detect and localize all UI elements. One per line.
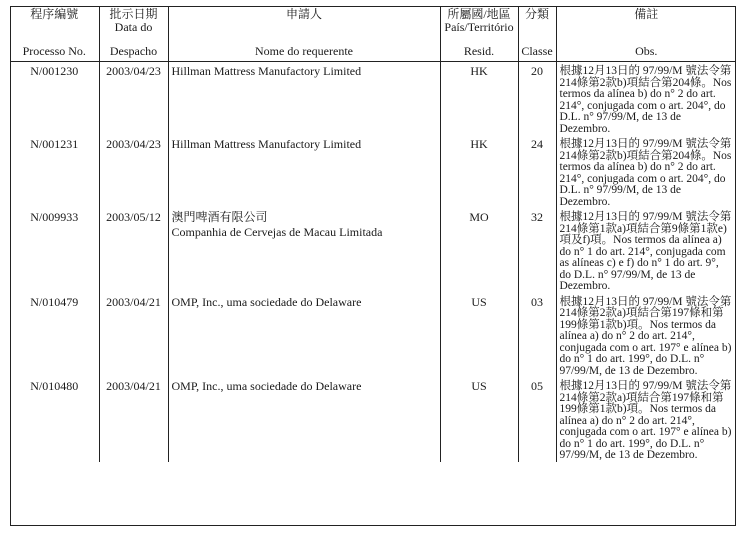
applicant-name (168, 135, 440, 208)
applicant-name-primary: 澳門啤酒有限公司 (171, 210, 268, 224)
table-row (10, 377, 736, 462)
class-number: 03 (518, 293, 556, 378)
header-despacho-pt1: Data do (114, 20, 153, 34)
header-despacho (99, 6, 168, 62)
class-number: 20 (518, 62, 556, 136)
applicant-name (168, 293, 440, 378)
header-row (10, 6, 736, 62)
header-obs (556, 6, 736, 62)
header-despacho-zh: 批示日期 (109, 7, 158, 21)
header-obs-zh: 備註 (634, 7, 659, 21)
despacho-date: 2003/04/23 (99, 62, 168, 136)
header-classe-zh: 分類 (524, 7, 549, 21)
applicant-name-portuguese: Companhia de Cervejas de Macau Limitada (171, 224, 383, 239)
country-code: HK (440, 62, 518, 136)
despacho-date: 2003/04/21 (99, 377, 168, 462)
header-classe (518, 6, 556, 62)
applicant-name-primary: Hillman Mattress Manufactory Limited (171, 137, 362, 151)
processo-number: N/010480 (30, 379, 79, 393)
table-row (10, 135, 736, 208)
header-pais (440, 6, 518, 62)
observation-text: 根據12月13日的 97/99/M 號法令第214條第2款b)項結合第204條。Nos termos da alínea b) do n° 2 do art. 214°, conjugada com o art. 204°, do D.L. n° 97/99/M, de 13 de Dezembro. (556, 62, 736, 136)
header-classe-pt: Classe (521, 44, 553, 58)
applicant-name (168, 208, 440, 293)
header-processo-zh: 程序編號 (30, 7, 79, 21)
applicant-name-primary: Hillman Mattress Manufactory Limited (171, 64, 362, 78)
table-row (10, 293, 736, 378)
despacho-date: 2003/05/12 (99, 208, 168, 293)
processes-table (10, 6, 736, 462)
applicant-name (168, 377, 440, 462)
header-processo (10, 6, 99, 62)
processo-number: N/010479 (30, 294, 79, 309)
header-pais-pt2: Resid. (463, 44, 495, 58)
applicant-name (168, 62, 440, 136)
class-number: 32 (518, 208, 556, 293)
header-requerente (168, 6, 440, 62)
class-number: 24 (518, 135, 556, 208)
country-code: US (440, 377, 518, 462)
applicant-name-primary: OMP, Inc., uma sociedade do Delaware (171, 379, 362, 393)
observation-text: 根據12月13日的 97/99/M 號法令第214條第2款b)項結合第204條。Nos termos da alínea b) do n° 2 do art. 214°, conjugada com o art. 204°, do D.L. n° 97/99/M, de 13 de Dezembro. (556, 135, 736, 208)
header-obs-pt: Obs. (635, 44, 658, 58)
table-row (10, 62, 736, 136)
header-pais-pt1: País/Território (444, 20, 514, 34)
country-code: US (440, 293, 518, 378)
processo-number: N/009933 (30, 210, 79, 224)
header-pais-zh: 所屬國/地區 (447, 7, 511, 21)
despacho-date: 2003/04/23 (99, 135, 168, 208)
processo-number: N/001231 (30, 137, 79, 151)
header-processo-pt: Processo No. (22, 44, 86, 58)
header-requerente-pt: Nome do requerente (255, 44, 353, 58)
header-requerente-zh: 申請人 (285, 7, 322, 21)
despacho-date: 2003/04/21 (99, 293, 168, 378)
header-despacho-pt2: Despacho (109, 44, 158, 58)
observation-text: 根據12月13日的 97/99/M 號法令第214條第1款a)項結合第9條第1款e)項及f)項。Nos termos da alínea a) do n° 1 do art. 214°, conjugada com as alíneas c) e f) do n° 1 do art. 9°, do D.L. n° 97/99/M, de 13 de Dezembro. (556, 208, 736, 293)
country-code: MO (440, 208, 518, 293)
observation-text: 根據12月13日的 97/99/M 號法令第214條第2款a)項結合第197條和第199條第1款b)項。Nos termos da alínea a) do n° 2 do art. 214°, conjugada com o art. 197° e alínea b) do n° 1 do art. 199°, do D.L. n° 97/99/M, de 13 de Dezembro. (556, 293, 736, 378)
observation-text: 根據12月13日的 97/99/M 號法令第214條第2款a)項結合第197條和第199條第1款b)項。Nos termos da alínea a) do n° 2 do art. 214°, conjugada com o art. 197° e alínea b) do n° 1 do art. 199°, do D.L. n° 97/99/M, de 13 de Dezembro. (556, 377, 736, 462)
table-row (10, 208, 736, 293)
class-number: 05 (518, 377, 556, 462)
applicant-name-primary: OMP, Inc., uma sociedade do Delaware (171, 294, 362, 309)
processo-number: N/001230 (30, 64, 79, 78)
country-code: HK (440, 135, 518, 208)
